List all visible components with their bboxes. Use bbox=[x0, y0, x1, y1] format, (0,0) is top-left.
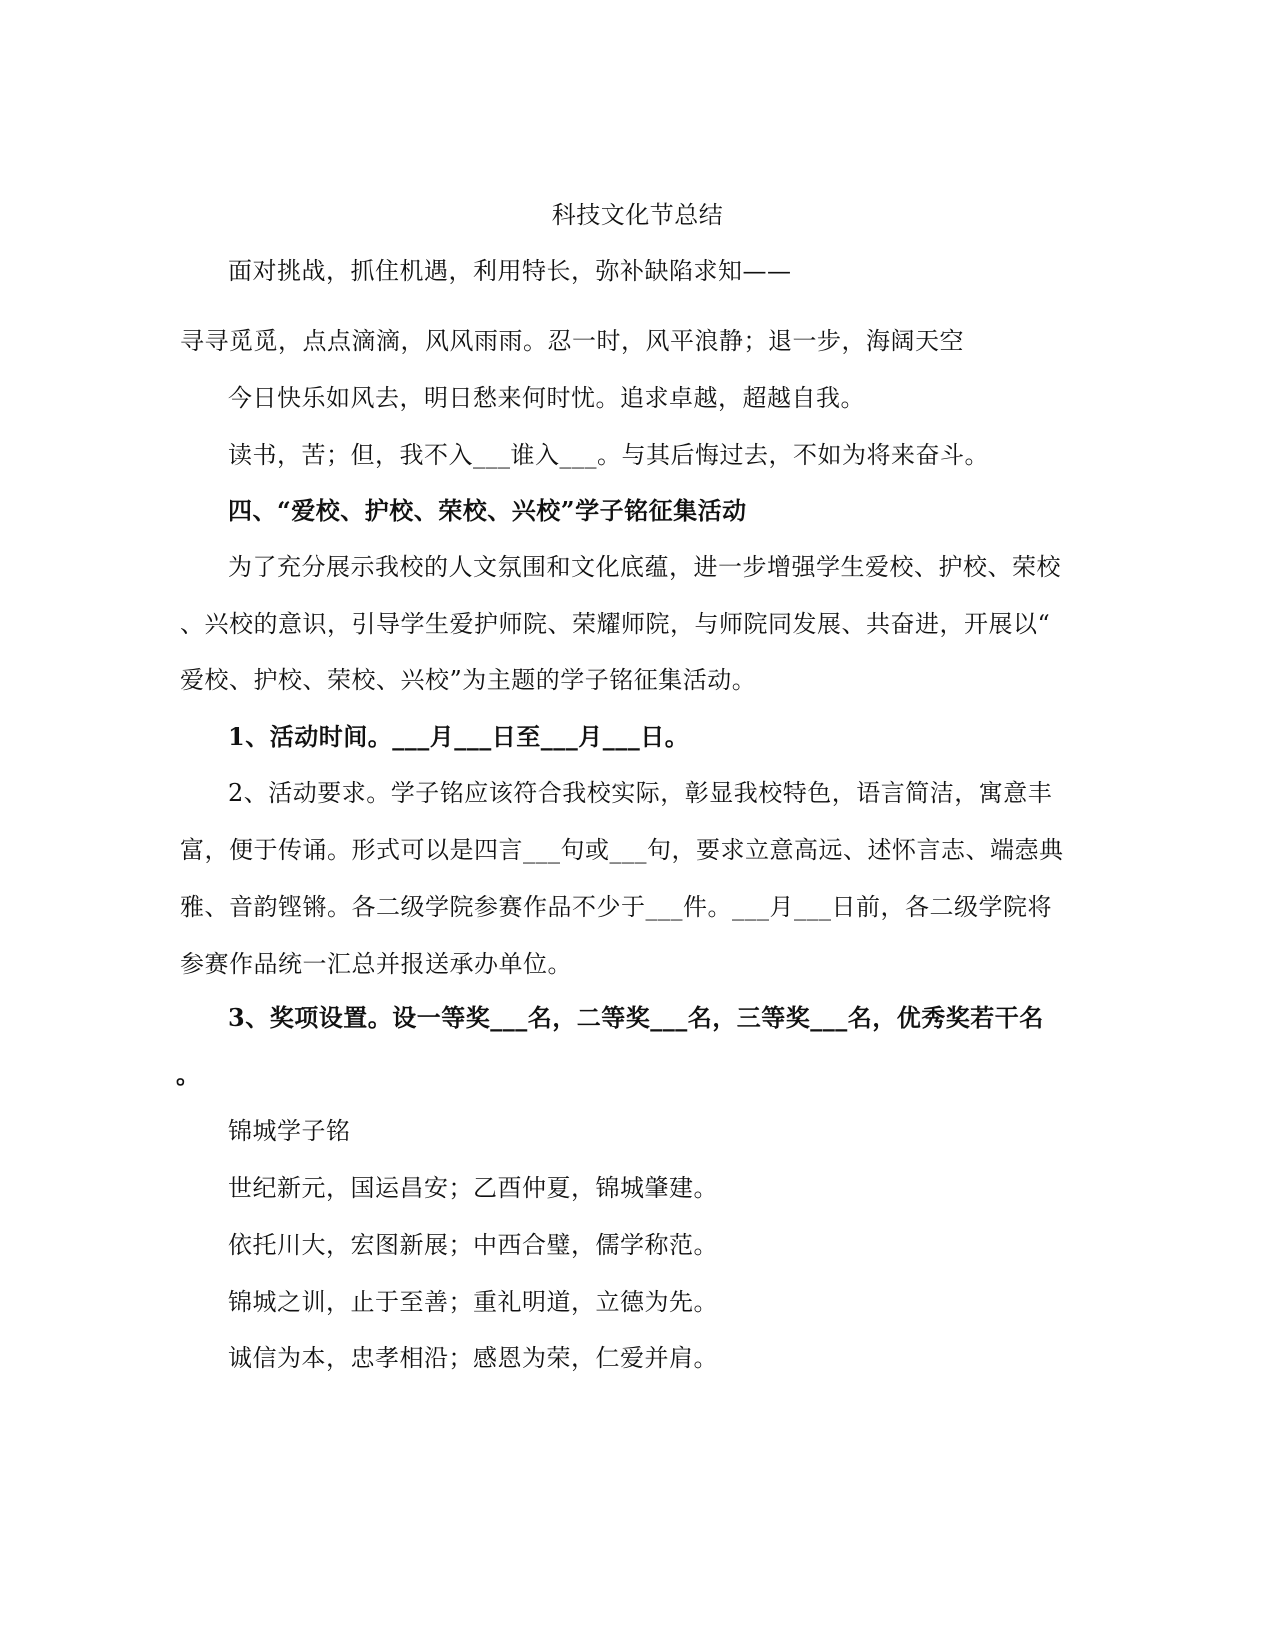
poem-line: 诚信为本，忠孝相沿；感恩为荣，仁爱并肩。 bbox=[228, 1344, 718, 1372]
paragraph-line: 、兴校的意识，引导学生爱护师院、荣耀师院，与师院同发展、共奋进，开展以“ bbox=[180, 610, 1051, 638]
poem-line: 世纪新元，国运昌安；乙酉仲夏，锦城肇建。 bbox=[228, 1174, 718, 1202]
paragraph-line: 雅、音韵铿锵。各二级学院参赛作品不少于___件。___月___日前，各二级学院将 bbox=[180, 893, 1052, 921]
paragraph-line: 参赛作品统一汇总并报送承办单位。 bbox=[180, 950, 572, 978]
awards-line: 3、奖项设置。设一等奖___名，二等奖___名，三等奖___名，优秀奖若干名 bbox=[228, 1003, 1044, 1032]
poem-line: 依托川大，宏图新展；中西合璧，儒学称范。 bbox=[228, 1231, 718, 1259]
paragraph-line: 2、活动要求。学子铭应该符合我校实际，彰显我校特色，语言简洁，寓意丰 bbox=[228, 779, 1053, 807]
paragraph-line: 富，便于传诵。形式可以是四言___句或___句，要求立意高远、述怀言志、端悫典 bbox=[180, 836, 1064, 864]
awards-line-end: 。 bbox=[176, 1060, 201, 1089]
activity-time-line: 1、活动时间。___月___日至___月___日。 bbox=[228, 722, 690, 751]
document-title: 科技文化节总结 bbox=[551, 201, 724, 229]
paragraph-line: 读书，苦；但，我不入___谁入___。与其后悔过去，不如为将来奋斗。 bbox=[228, 441, 989, 469]
poem-line: 锦城之训，止于至善；重礼明道，立德为先。 bbox=[228, 1288, 718, 1316]
paragraph-line: 爱校、护校、荣校、兴校”为主题的学子铭征集活动。 bbox=[180, 666, 757, 694]
paragraph-line: 寻寻觅觅，点点滴滴，风风雨雨。忍一时，风平浪静；退一步，海阔天空 bbox=[180, 327, 964, 355]
paragraph-line: 面对挑战，抓住机遇，利用特长，弥补缺陷求知—— bbox=[228, 257, 792, 285]
paragraph-line: 为了充分展示我校的人文氛围和文化底蕴，进一步增强学生爱校、护校、荣校 bbox=[228, 553, 1061, 581]
section-heading: 四、“爱校、护校、荣校、兴校”学子铭征集活动 bbox=[228, 496, 747, 525]
poem-title: 锦城学子铭 bbox=[228, 1117, 351, 1145]
paragraph-line: 今日快乐如风去，明日愁来何时忧。追求卓越，超越自我。 bbox=[228, 384, 865, 412]
